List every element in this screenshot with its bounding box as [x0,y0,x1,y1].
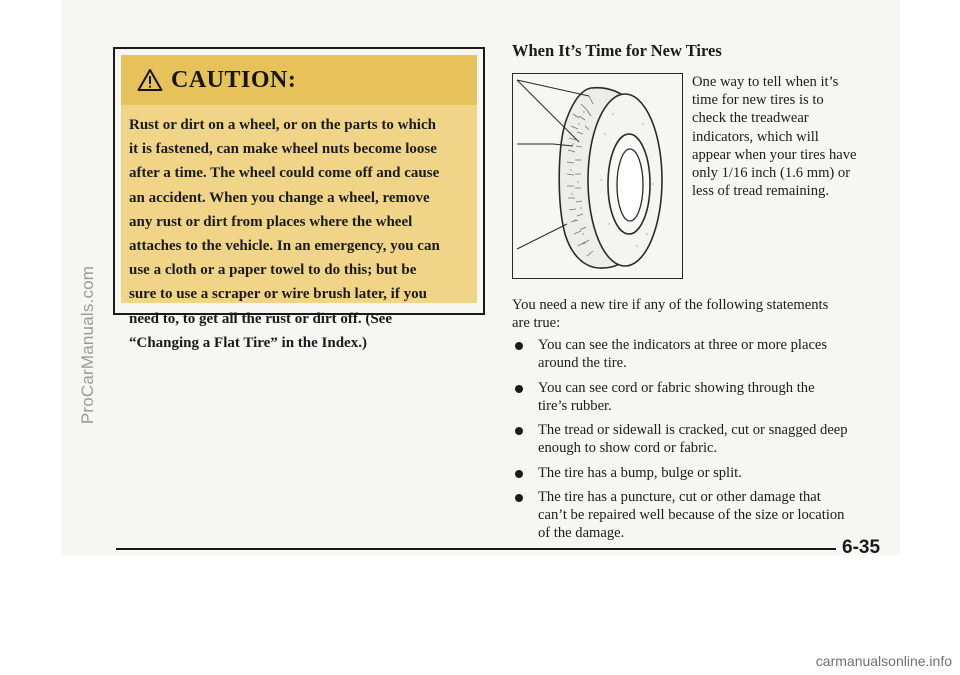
caution-line: “Changing a Flat Tire” in the Index.) [129,334,367,351]
caution-body [121,105,477,351]
bottom-watermark: carmanualsonline.info [815,653,952,669]
tire-icon [513,74,681,277]
list-item [512,488,892,542]
tire-illustration [512,73,683,279]
bullet-line: enough to show cord or fabric. [538,440,718,456]
caution-line: use a cloth or a paper towel to do this; but be [129,262,417,279]
need-line: You need a new tire if any of the following statements [512,297,829,313]
intro-line: indicators, which will [692,128,819,145]
bullet-icon [515,494,523,502]
bullet-line: The tread or sidewall is cracked, cut or snagged deep [538,422,848,438]
bullet-line: You can see the indicators at three or more places [538,337,828,353]
bullet-icon [515,427,523,435]
bullet-line: around the tire. [538,355,627,371]
bullet-line: The tire has a bump, bulge or split. [538,464,742,481]
caution-line: it is fastened, can make wheel nuts become loose [129,141,437,158]
caution-line: Rust or dirt on a wheel, or on the parts to which [129,117,436,133]
page-number: 6-35 [842,537,881,558]
caution-line: sure to use a scraper or wire brush later, if you [129,286,427,303]
list-item [512,421,892,457]
intro-line: check the treadwear [692,110,809,127]
bullet-icon [515,342,523,350]
bullet-line: tire’s rubber. [538,397,612,414]
intro-line: time for new tires is to [692,92,824,109]
caution-line: an accident. When you change a wheel, remove [129,189,430,206]
list-item [512,464,892,482]
bullet-line: can’t be repaired well because of the size or location [538,507,845,523]
side-watermark: ProCarManuals.com [78,265,97,425]
caution-box [113,47,485,351]
caution-title: CAUTION: [171,66,297,93]
section-title: When It’s Time for New Tires [512,41,722,60]
caution-line: after a time. The wheel could come off and cause [129,165,440,182]
bullet-icon [515,385,523,393]
list-item [512,336,892,372]
intro-line: only 1/16 inch (1.6 mm) or [692,165,851,182]
intro-line: One way to tell when it’s [692,74,839,90]
warning-triangle-icon [137,68,163,92]
intro-line: appear when your tires have [692,146,857,163]
caution-line: need to, to get all the rust or dirt off. (See [129,310,392,327]
footer-divider [116,548,836,550]
bullet-line: You can see cord or fabric showing through the [538,379,815,396]
criteria-list [512,336,892,549]
list-item [512,379,892,415]
need-line: are true: [512,315,561,332]
new-tire-criteria-intro [512,296,882,332]
caution-line: any rust or dirt from places where the wheel [129,213,413,230]
bullet-line: of the damage. [538,525,625,541]
caution-line: attaches to the vehicle. In an emergency, you can [129,238,440,255]
caution-header [121,55,477,105]
bullet-line: The tire has a puncture, cut or other damage that [538,489,821,505]
bullet-icon [515,470,523,478]
treadwear-intro-paragraph [692,73,892,200]
intro-line: less of tread remaining. [692,183,829,200]
